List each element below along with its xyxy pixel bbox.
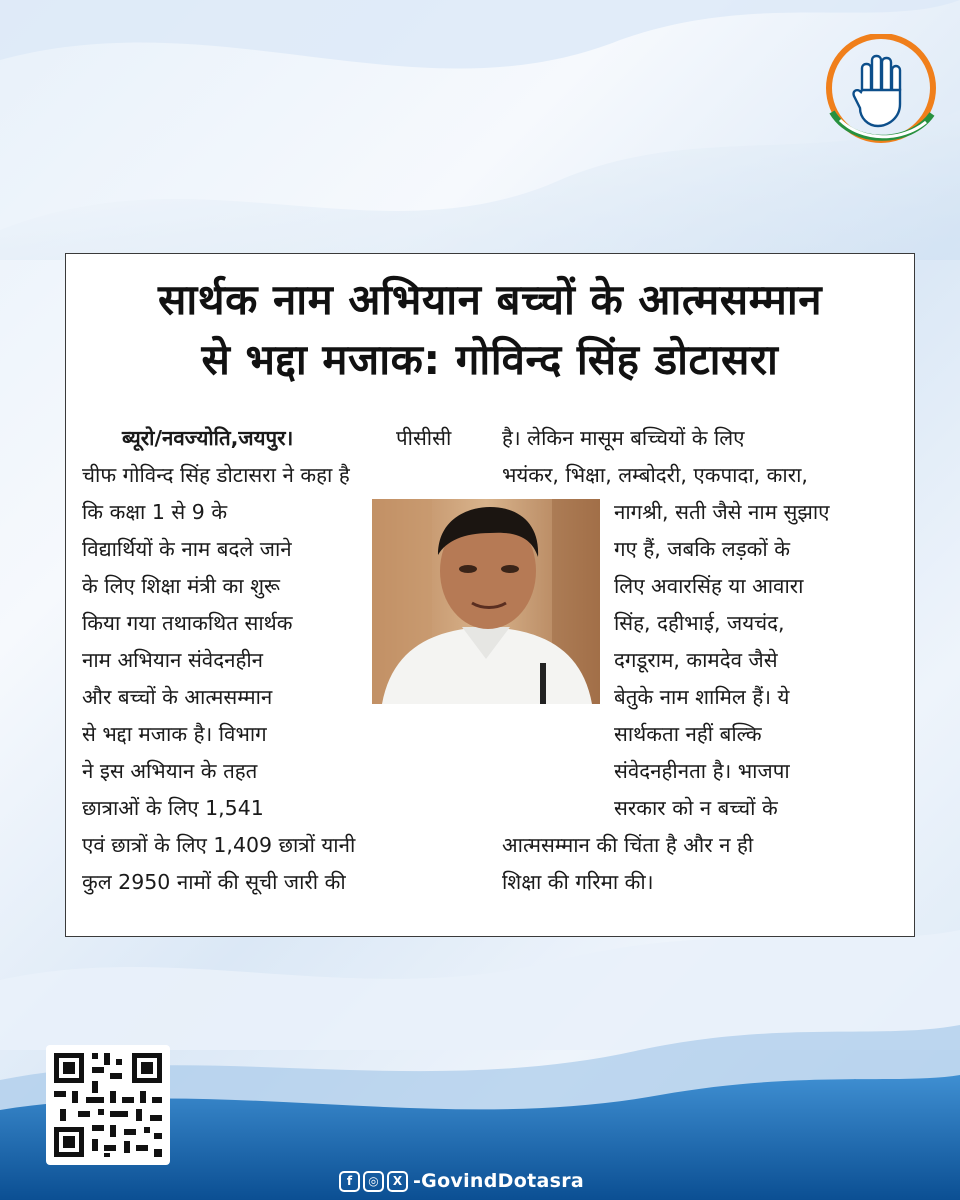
left-line: चीफ गोविन्द सिंह डोटासरा ने कहा है — [82, 463, 350, 487]
right-line: लिए अवारसिंह या आवारा — [614, 574, 804, 598]
left-line: पीसीसी — [396, 426, 452, 450]
right-line: सिंह, दहीभाई, जयचंद, — [614, 611, 785, 635]
right-line: सरकार को न बच्चों के — [614, 796, 778, 820]
right-line: बेतुके नाम शामिल हैं। ये — [614, 685, 790, 709]
x-icon[interactable]: X — [387, 1171, 408, 1192]
instagram-icon[interactable]: ◎ — [363, 1171, 384, 1192]
left-line: छात्राओं के लिए 1,541 — [82, 796, 264, 820]
portrait-photo — [372, 499, 600, 704]
right-line: आत्मसम्मान की चिंता है और न ही — [502, 833, 754, 857]
newspaper-clipping — [65, 253, 915, 937]
left-line: कि कक्षा 1 से 9 के — [82, 500, 228, 524]
right-line: भयंकर, भिक्षा, लम्बोदरी, एकपादा, कारा, — [502, 463, 808, 487]
left-line: एवं छात्रों के लिए 1,409 छात्रों यानी — [82, 833, 356, 857]
facebook-icon[interactable]: f — [339, 1171, 360, 1192]
right-line: है। लेकिन मासूम बच्चियों के लिए — [502, 426, 745, 450]
dateline: ब्यूरो/नवज्योति,जयपुर। — [122, 426, 294, 450]
right-line: सार्थकता नहीं बल्कि — [614, 722, 762, 746]
left-line: कुल 2950 नामों की सूची जारी की — [82, 870, 346, 894]
headline-line-2: से भद्दा मजाक: गोविन्द सिंह डोटासरा — [201, 335, 779, 384]
right-line: संवेदनहीनता है। भाजपा — [614, 759, 790, 783]
hand-icon — [854, 56, 900, 126]
social-handle-text: -GovindDotasra — [413, 1170, 584, 1192]
left-line: के लिए शिक्षा मंत्री का शुरू — [82, 574, 280, 598]
party-logo — [822, 34, 940, 146]
right-line: शिक्षा की गरिमा की। — [502, 870, 654, 894]
left-line: विद्यार्थियों के नाम बदले जाने — [82, 537, 292, 561]
left-line: और बच्चों के आत्मसम्मान — [82, 685, 273, 709]
left-line: ने इस अभियान के तहत — [82, 759, 258, 783]
right-line: गए हैं, जबकि लड़कों के — [614, 537, 790, 561]
headline-line-1: सार्थक नाम अभियान बच्चों के आत्मसम्मान — [157, 275, 823, 324]
qr-code[interactable] — [46, 1045, 170, 1165]
left-line: नाम अभियान संवेदनहीन — [82, 648, 264, 672]
right-line: दगडूराम, कामदेव जैसे — [614, 648, 778, 672]
left-line: से भद्दा मजाक है। विभाग — [82, 722, 267, 746]
social-handle-bar — [339, 1168, 584, 1194]
left-line: किया गया तथाकथित सार्थक — [82, 611, 293, 635]
right-line: नागश्री, सती जैसे नाम सुझाए — [614, 500, 830, 524]
